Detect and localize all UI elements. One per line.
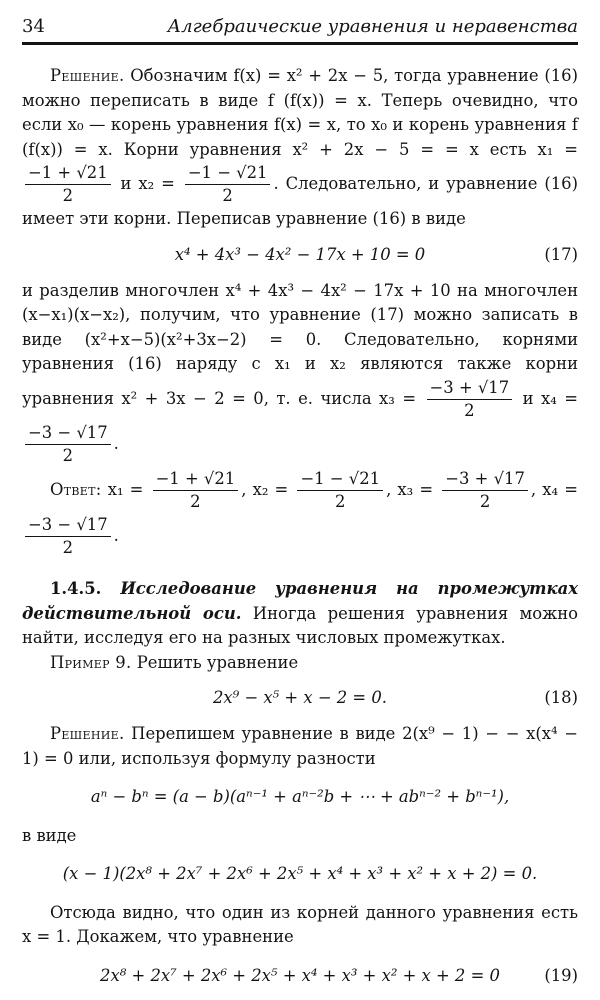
example-text: Решить уравнение — [131, 652, 299, 672]
page-content — [22, 64, 578, 1000]
solution-text: Перепишем уравнение в виде 2(x⁹ − 1) − − x(x⁴ − 1) = 0 или, используя формулу разности — [22, 723, 578, 768]
fraction-denominator: 2 — [62, 186, 74, 206]
conclusion-paragraph: Отсюда видно, что один из корней данного уравнения есть x = 1. Докажем, что уравнение — [22, 902, 578, 947]
answer-fraction-x1 — [153, 468, 239, 513]
answer-x1-lhs: x₁ = — [101, 479, 150, 499]
section-number: 1.4.5. — [50, 578, 102, 598]
example-label: Пример 9. — [50, 652, 132, 672]
fraction-denominator: 2 — [190, 491, 201, 511]
equation-18 — [22, 686, 578, 711]
section-title: Исследование уравнения на промежутках действительной оси. — [22, 578, 578, 623]
paragraph-and-x4: и x₄ = — [515, 388, 579, 408]
fraction-denominator: 2 — [335, 491, 346, 511]
section-paragraph — [22, 577, 578, 651]
answer-x4-lhs: , x₄ = — [530, 479, 578, 499]
fraction-x3 — [427, 377, 513, 422]
equation-formula: aⁿ − bⁿ = (a − b)(aⁿ⁻¹ + aⁿ⁻²b + ⋯ + abⁿ⁻² + bⁿ⁻¹), — [90, 787, 510, 807]
solution-label: Решение. — [50, 723, 125, 743]
paragraph-text-a: и разделив многочлен x⁴ + 4x³ − 4x² − 17x + 10 на многочлен (x−x₁)(x−x₂), получим, что уравнение (17) можно записать в виде (x²+x−5)(x²+3x−2) = 0. Следовательно, корнями уравнения (16) наряду с x₁ и x₂ являются также корни уравнения x² + 3x − 2 = 0, т. е. числа x₃ = — [22, 280, 578, 408]
fraction-x2 — [185, 162, 271, 207]
fraction-numerator: −3 − √17 — [25, 514, 111, 537]
fraction-numerator: −1 + √21 — [153, 468, 239, 491]
factored-formula — [22, 862, 578, 887]
fraction-x1 — [25, 162, 111, 207]
answer-fraction-x2 — [297, 468, 383, 513]
equation-number: (18) — [544, 688, 578, 708]
page-header — [22, 14, 578, 45]
answer-fraction-x3 — [442, 468, 528, 513]
difference-formula — [22, 785, 578, 810]
answer-x2-lhs: , x₂ = — [241, 479, 295, 499]
solution-and-x2: и x₂ = — [113, 174, 182, 194]
fraction-numerator: −3 + √17 — [442, 468, 528, 491]
example-paragraph — [22, 651, 578, 676]
paragraph-division — [22, 279, 578, 467]
fraction-denominator: 2 — [464, 400, 475, 420]
equation-formula: x⁴ + 4x³ − 4x² − 17x + 10 = 0 — [174, 244, 426, 264]
fraction-numerator: −1 − √21 — [297, 468, 383, 491]
answer-label: Ответ: — [50, 479, 102, 499]
fraction-denominator: 2 — [62, 537, 74, 557]
equation-formula: 2x⁸ + 2x⁷ + 2x⁶ + 2x⁵ + x⁴ + x³ + x² + x + 2 = 0 — [100, 966, 500, 986]
solution-paragraph-1 — [22, 64, 578, 232]
equation-number: (17) — [544, 244, 578, 264]
equation-formula: 2x⁹ − x⁵ + x − 2 = 0. — [213, 688, 387, 708]
running-title: Алгебраические уравнения и неравенства — [167, 16, 578, 37]
answer-fraction-x4 — [25, 514, 111, 559]
solution-text-a: Обозначим f(x) = x² + 2x − 5, тогда уравнение (16) можно переписать в виде f (f(x)) = x. Теперь очевидно, что если x₀ — корень уравнения f(x) = x, то x₀ и корень уравнения f (f(x)) = x. Корни уравнения x² + 2x − 5 = = x есть x₁ = — [22, 66, 578, 159]
page-number: 34 — [22, 16, 45, 37]
fraction-denominator: 2 — [62, 445, 74, 465]
fraction-denominator: 2 — [479, 491, 491, 511]
answer-x3-lhs: , x₃ = — [386, 479, 440, 499]
fraction-numerator: −3 − √17 — [25, 422, 111, 445]
answer-end: . — [113, 525, 119, 545]
equation-19 — [22, 964, 578, 989]
equation-number: (19) — [544, 966, 578, 986]
equation-formula: (x − 1)(2x⁸ + 2x⁷ + 2x⁶ + 2x⁵ + x⁴ + x³ + x² + x + 2) = 0. — [62, 864, 538, 884]
solution-paragraph-2 — [22, 722, 578, 771]
paragraph-end: . — [113, 433, 119, 453]
solution-label: Решение. — [50, 66, 125, 85]
equation-17 — [22, 243, 578, 268]
fraction-numerator: −1 − √21 — [185, 162, 271, 185]
fraction-numerator: −3 + √17 — [427, 377, 513, 400]
answer-paragraph — [22, 467, 578, 559]
fraction-numerator: −1 + √21 — [25, 162, 111, 185]
solution-text-b: . Следовательно, и уравнение (16) имеет эти корни. Переписав уравнение (16) в виде — [22, 174, 578, 229]
fraction-denominator: 2 — [222, 186, 233, 206]
fraction-x4 — [25, 422, 111, 467]
in-form-text: в виде — [22, 825, 77, 845]
section-text: Иногда решения уравнения можно найти, исследуя его на разных числовых промежутках. — [22, 603, 578, 648]
